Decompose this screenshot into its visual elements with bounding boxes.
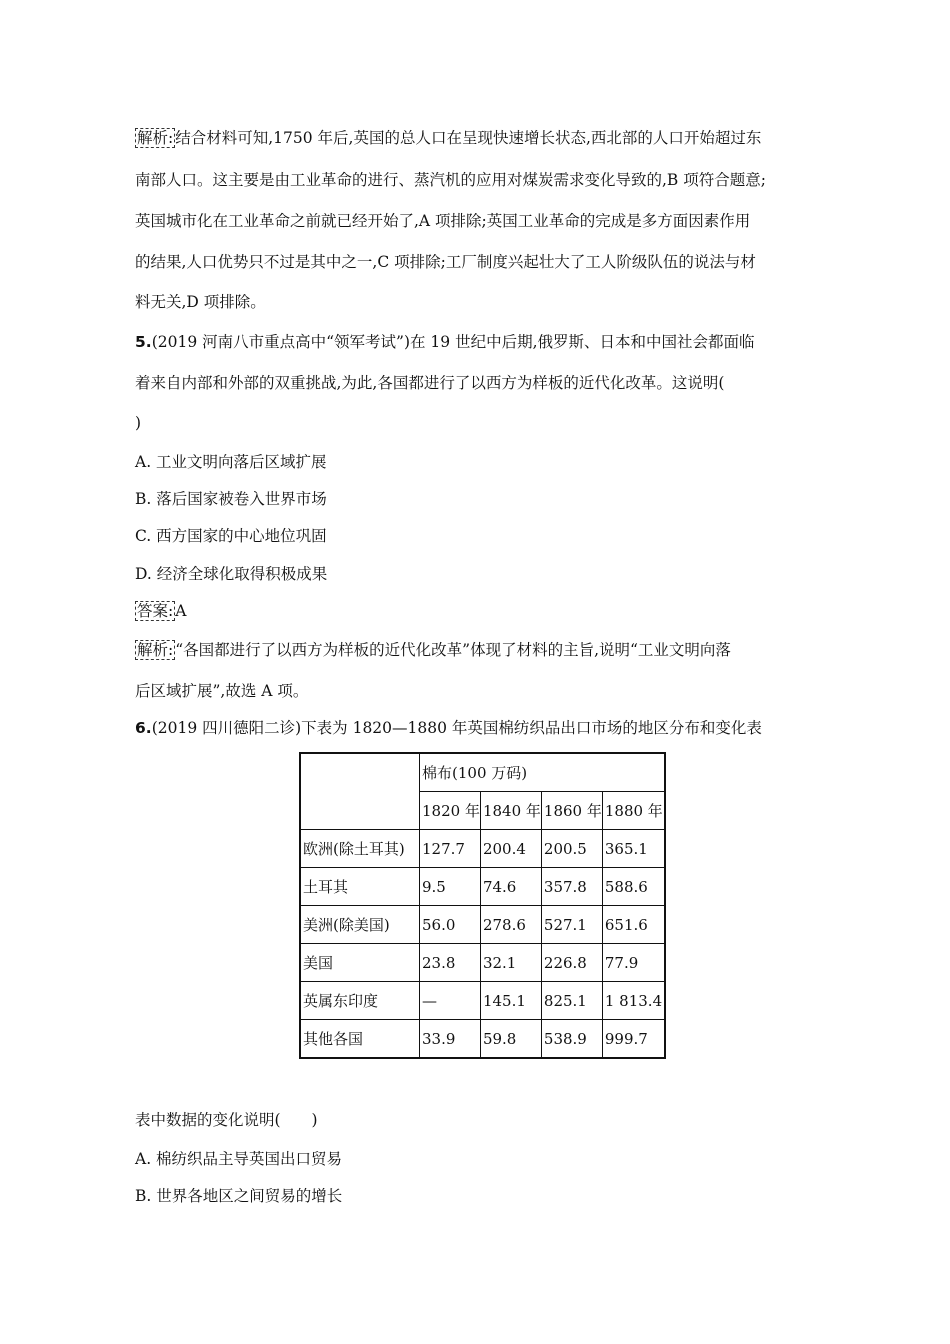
value-cell: 365.1: [602, 830, 665, 868]
value-cell: 23.8: [420, 944, 481, 982]
region-cell: 美国: [300, 944, 420, 982]
region-cell: 英属东印度: [300, 982, 420, 1020]
value-cell: —: [420, 982, 481, 1020]
region-cell: 土耳其: [300, 868, 420, 906]
value-cell: 33.9: [420, 1020, 481, 1059]
analysis-tag: 解析:: [137, 129, 174, 147]
analysis-tag: 解析:: [137, 641, 174, 659]
table-row: [300, 1020, 665, 1059]
question-text: (2019 河南八市重点高中“领军考试”)在 19 世纪中后期,俄罗斯、日本和中国社会都面临: [151, 333, 755, 351]
answer-tag: 答案:: [137, 602, 174, 620]
answer-line: [135, 601, 186, 621]
analysis-text: 结合材料可知,1750 年后,英国的总人口在呈现快速增长状态,西北部的人口开始超过东: [175, 129, 762, 147]
analysis-line: 料无关,D 项排除。: [135, 293, 266, 311]
value-cell: 56.0: [420, 906, 481, 944]
value-cell: 74.6: [480, 868, 541, 906]
analysis-line: 的结果,人口优势只不过是其中之一,C 项排除;工厂制度兴起壮大了工人阶级队伍的说法与材: [135, 253, 756, 271]
question-6-question: 表中数据的变化说明( ): [135, 1111, 318, 1129]
option-a: A. 棉纺织品主导英国出口贸易: [135, 1150, 343, 1168]
year-header: 1840 年: [480, 792, 541, 830]
question-5-stem: [135, 332, 755, 352]
value-cell: 226.8: [541, 944, 602, 982]
export-table: [299, 752, 666, 1059]
question-text: (2019 四川德阳二诊)下表为 1820—1880 年英国棉纺织品出口市场的地区分布和变化表: [151, 719, 762, 737]
table-corner-cell: [300, 753, 420, 830]
table-row: [300, 906, 665, 944]
value-cell: 127.7: [420, 830, 481, 868]
value-cell: 588.6: [602, 868, 665, 906]
value-cell: 357.8: [541, 868, 602, 906]
option-a: A. 工业文明向落后区域扩展: [135, 453, 327, 471]
value-cell: 651.6: [602, 906, 665, 944]
table-header-row: [300, 753, 665, 792]
value-cell: 278.6: [480, 906, 541, 944]
table-group-header: 棉布(100 万码): [420, 753, 665, 792]
question-number: 6.: [135, 719, 152, 737]
value-cell: 9.5: [420, 868, 481, 906]
year-header: 1880 年: [602, 792, 665, 830]
answer-value: A: [175, 602, 187, 620]
region-cell: 欧洲(除土耳其): [300, 830, 420, 868]
region-cell: 其他各国: [300, 1020, 420, 1059]
value-cell: 200.5: [541, 830, 602, 868]
option-d: D. 经济全球化取得积极成果: [135, 565, 328, 583]
analysis-line: [135, 640, 731, 660]
region-cell: 美洲(除美国): [300, 906, 420, 944]
value-cell: 77.9: [602, 944, 665, 982]
value-cell: 527.1: [541, 906, 602, 944]
question-6-stem: [135, 718, 762, 738]
value-cell: 200.4: [480, 830, 541, 868]
table-row: [300, 982, 665, 1020]
table-row: [300, 868, 665, 906]
question-5-stem-line: ): [135, 414, 142, 432]
value-cell: 32.1: [480, 944, 541, 982]
value-cell: 59.8: [480, 1020, 541, 1059]
year-header: 1820 年: [420, 792, 481, 830]
option-b: B. 世界各地区之间贸易的增长: [135, 1187, 343, 1205]
value-cell: 145.1: [480, 982, 541, 1020]
question-number: 5.: [135, 333, 152, 351]
value-cell: 1 813.4: [602, 982, 665, 1020]
value-cell: 999.7: [602, 1020, 665, 1059]
analysis-text: “各国都进行了以西方为样板的近代化改革”体现了材料的主旨,说明“工业文明向落: [175, 641, 731, 659]
analysis-line: 英国城市化在工业革命之前就已经开始了,A 项排除;英国工业革命的完成是多方面因素作用: [135, 212, 751, 230]
table-row: [300, 944, 665, 982]
year-header: 1860 年: [541, 792, 602, 830]
analysis-line: [135, 128, 761, 148]
analysis-line: 南部人口。这主要是由工业革命的进行、蒸汽机的应用对煤炭需求变化导致的,B 项符合题意;: [135, 171, 766, 189]
value-cell: 538.9: [541, 1020, 602, 1059]
table-row: [300, 830, 665, 868]
option-c: C. 西方国家的中心地位巩固: [135, 527, 327, 545]
option-b: B. 落后国家被卷入世界市场: [135, 490, 327, 508]
value-cell: 825.1: [541, 982, 602, 1020]
analysis-line: 后区域扩展”,故选 A 项。: [135, 682, 309, 700]
question-5-stem-line: 着来自内部和外部的双重挑战,为此,各国都进行了以西方为样板的近代化改革。这说明(: [135, 374, 725, 392]
